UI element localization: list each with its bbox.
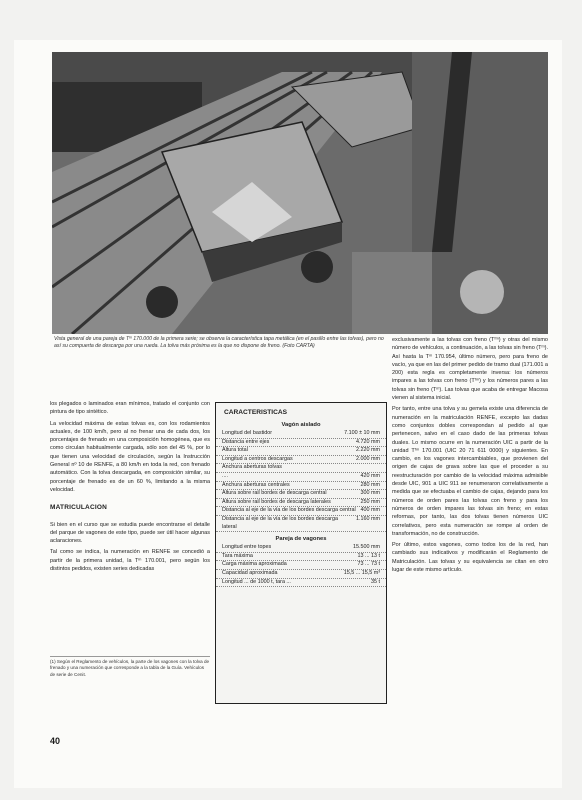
spec-label: Carga máxima aproximada (222, 561, 287, 568)
spec-value: 1.160 mm (356, 515, 380, 522)
spec-label: Longitud a centros descargas (222, 455, 293, 462)
spec-value: 73 ... 73 t (357, 561, 380, 568)
spec-label: Distancia entre ejes (222, 438, 270, 445)
photo-image (52, 52, 548, 334)
spec-value: 400 mm (360, 507, 380, 514)
wagon-pair-heading: Pareja de vagones (275, 536, 327, 543)
spec-label: Longitud ... de 1000 t, tara ... (222, 578, 291, 585)
paragraph: los plegados o laminados eran mínimos, tratado el conjunto con pintura de tipo sintético. (50, 401, 210, 416)
spec-value: 2.220 mm (356, 447, 380, 454)
spec-label: Altura sobre rail bordes de descarga central (222, 490, 327, 497)
page-number: 40 (50, 736, 61, 746)
spec-label: .... (222, 472, 228, 479)
spec-value: 280 mm (360, 481, 380, 488)
spec-row (216, 561, 386, 570)
spec-value: 250 mm (360, 498, 380, 505)
spec-value: 4.720 mm (356, 438, 380, 445)
spec-label: Anchura aberturas centrales (222, 481, 290, 488)
spec-row (216, 430, 386, 439)
spec-row (216, 439, 386, 448)
left-column (50, 400, 210, 576)
paragraph: Tal como se indica, la numeración en RENFE se concedió a partir de la primera unidad, la Tᵐ 170.001, pero según los distintos pedidos, existen series dedicadas (50, 549, 210, 573)
spec-row (216, 464, 386, 473)
spec-row (216, 490, 386, 499)
spec-value: 15.500 mm (353, 544, 380, 551)
spec-value: 2.000 mm (356, 455, 380, 462)
spec-value: 35 t (371, 578, 380, 585)
photo-caption: Vista general de una pareja de Tᵐ 170.000 de la primera serie; se observa la característica tapa metálica (en el pasillo entre las tolvas), pero no así su compuerta de descarga por una rueda. La tolva más próxima es la que no dispone de freno. (Foto CARTA) (54, 336, 384, 350)
wagon-pair-specs (216, 544, 386, 587)
specs-title: CARACTERISTICAS (224, 409, 288, 416)
footnote: (1) Según el Reglamento de vehículos, la parte de los vagones con la tolva de frenado y una numeración que corresponde a la tabla de la Guía. Vehículos de serie de Cenit. (50, 656, 210, 678)
spec-label: Altura total (222, 447, 248, 454)
spec-row (216, 447, 386, 456)
spec-label: Longitud entre topes (222, 544, 272, 551)
spec-row (216, 507, 386, 516)
paragraph: La velocidad máxima de estas tolvas es, con los rodamientos actuales, de 100 km/h, pero al no frenar una de cada dos, los porcentajes de frenado en una composición homogénea, que es como circulan habitualmente cargada, sólo son del 45 %, por lo que tienen una velocidad de circulación, según la Instrucción General nº 10 de RENFE, a 80 km/h en toda la red, con frenado automático. Con la tolva descargada, en composición similar, su porcentaje de frenado es de un 60 %, limitando a la misma velocidad. (50, 420, 210, 493)
spec-label: Altura sobre rail bordes de descarga laterales (222, 498, 331, 505)
spec-label: Distancia al eje de la vía de los bordes descarga lateral (222, 515, 338, 530)
spec-value: 300 mm (360, 490, 380, 497)
spec-value: 15,5 ... 15,5 m³ (343, 569, 380, 576)
spec-label: Capacidad aproximada (222, 569, 278, 576)
single-wagon-specs (216, 430, 386, 532)
spec-row (216, 516, 386, 532)
spec-value: 420 mm (360, 472, 380, 479)
spec-row (216, 456, 386, 465)
paragraph: Por último, estos vagones, como todos los de la red, han cambiado sus indicativos y modificarán el Reglamento de Matriculación. Las tolvas y su equivalencia se citan en otro lugar de este mismo artículo. (392, 542, 548, 574)
paragraph: exclusivamente a las tolvas con freno (Tᶠᵐ) y otras del mismo número de vehículos, a continuación, a las tolvas sin freno (Tᵐ). Así hasta la Tᵐ 170.954, último número, pero para freno de vacío, ya que en las del primer pedido de tramo dual (171.001 a 200) esta regla es completamente inversa: los números impares a las tolvas con freno (Tᶠᵐ) y los números pares a las tolvas sin freno (Tᵐ). Las tolvas que acaba de entregar Macosa vienen al sistema inicial. (392, 337, 549, 402)
spec-row (216, 482, 386, 491)
paragraph: Por tanto, entre una tolva y su gemela existe una diferencia de numeración en la matriculación RENFE, excepto las dadas como conjuntos dobles correspondan al pedido al que pertenecen, salvo en el caso dado de las primeras tolvas duales. Lo mismo ocurre en la numeración UIC a partir de la unidad Tᶠᵐ 170.001 (UIC 20 71 611 0000) y siguientes. En cambio, en los vagones intercambiables, que provienen del origen de cajas de grava sobre las que el proceder a su reestructuración por cambio de la velocidad máxima admisible desde UIC, 901 a UIC 911 se renumeraron correlativamente a medida que se efectuaba el cambio de cajas, dejando para los números de orden pares las tolvas con freno y para los números de orden impares las tolvas sin freno; en estas reformas, por tanto, las dos tolvas tienen números UIC correlativos, pero esta numeración se rompe al orden de transformación, no de construcción. (392, 406, 548, 537)
spec-label: Anchura aberturas tolvas (222, 464, 282, 471)
right-column (392, 336, 548, 577)
spec-row (216, 473, 386, 482)
paragraph: Si bien en el curso que se estudia puede encontrarse el detalle del parque de vagones de este tipo, puede ser útil hacer algunas aclaraciones. (50, 521, 210, 545)
single-wagon-heading: Vagón aislado (281, 422, 321, 428)
specifications-box (215, 402, 387, 704)
spec-label: Tara máxima (222, 552, 253, 559)
photo-hopper-wagons (52, 52, 548, 334)
spec-row (216, 570, 386, 579)
spec-value: 13 ... 13 t (357, 552, 380, 559)
spec-row (216, 553, 386, 562)
spec-label: Distancia al eje de la vía de los bordes descarga central (222, 507, 356, 514)
spec-row (216, 544, 386, 553)
spec-value: 7.100 ± 10 mm (344, 430, 380, 436)
spec-label: Longitud del bastidor (222, 430, 273, 436)
spec-row (216, 579, 386, 588)
section-heading: MATRICULACION (50, 504, 107, 512)
spec-row (216, 499, 386, 508)
